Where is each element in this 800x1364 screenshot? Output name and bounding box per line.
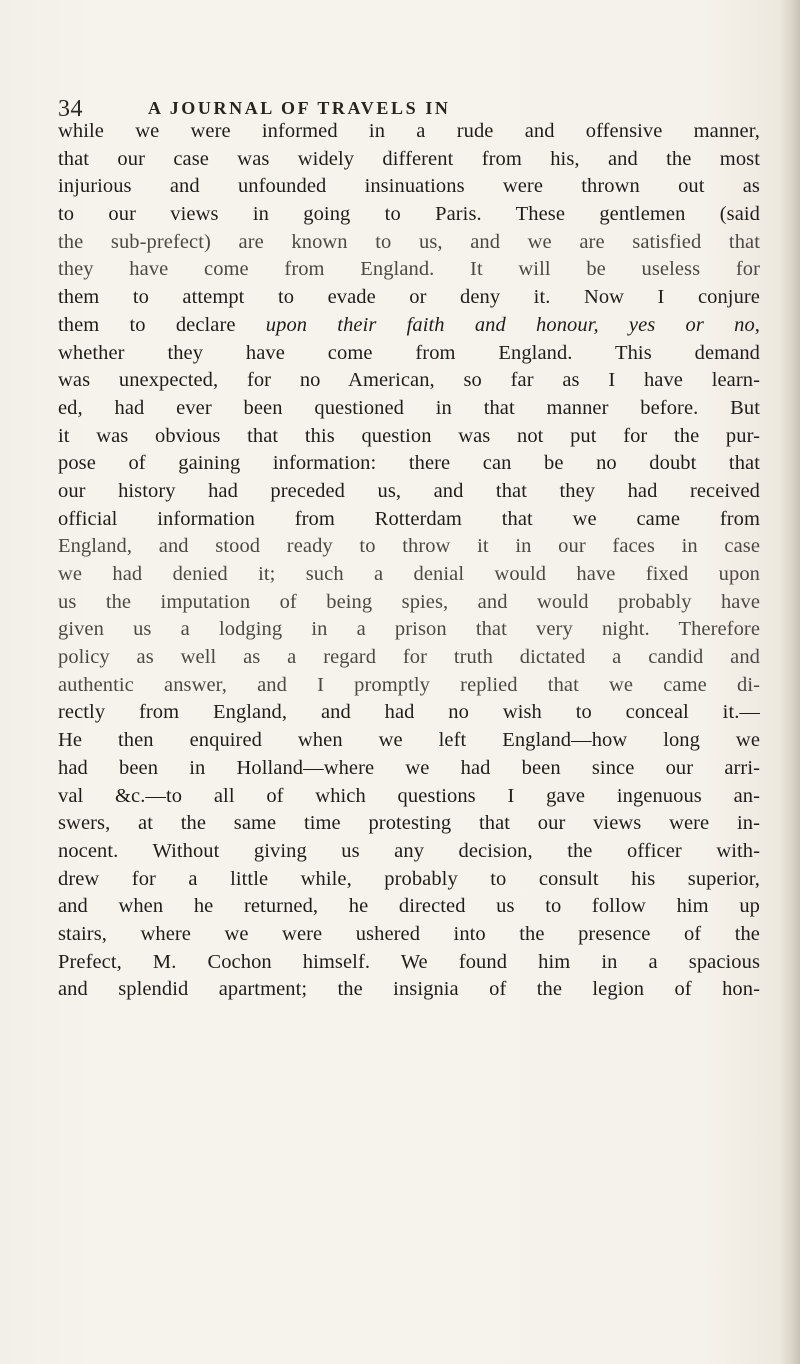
running-head: A JOURNAL OF TRAVELS IN — [148, 98, 451, 118]
text-line: it was obvious that this question was not put for the pur- — [58, 424, 760, 447]
text-line: swers, at the same time protesting that our views were in- — [58, 812, 760, 835]
text-line: authentic answer, and I promptly replied that we came di- — [58, 673, 760, 696]
text-line: He then enquired when we left England—how long we — [58, 729, 760, 752]
text-line: pose of gaining information: there can be no doubt that — [58, 452, 760, 475]
text-line: given us a lodging in a prison that very night. Therefore — [58, 618, 760, 641]
text-line: drew for a little while, probably to consult his superior, — [58, 867, 760, 890]
line-end: , — [754, 313, 760, 336]
text-line: val &c.—to all of which questions I gave ingenuous an- — [58, 784, 760, 807]
text-line: was unexpected, for no American, so far as I have learn- — [58, 369, 760, 392]
text-line: our history had preceded us, and that they had received — [58, 479, 760, 502]
text-line: nocent. Without giving us any decision, the officer with- — [58, 839, 760, 862]
text-line: and when he returned, he directed us to follow him up — [58, 895, 760, 918]
text-line: the sub-prefect) are known to us, and we are satisfied that — [58, 230, 760, 253]
text-line: they have come from England. It will be useless for — [58, 258, 760, 281]
text-line: had been in Holland—where we had been since our arri- — [58, 756, 760, 779]
text-line-with-italic — [58, 312, 760, 340]
text-line: policy as well as a regard for truth dictated a candid and — [58, 646, 760, 669]
text-line: while we were informed in a rude and offensive manner, — [58, 120, 760, 142]
text-line: to our views in going to Paris. These gentlemen (said — [58, 203, 760, 226]
italic-phrase: upon their faith and honour, yes or no — [265, 313, 755, 336]
body-text — [58, 118, 760, 1004]
text-line: stairs, where we were ushered into the presence of the — [58, 922, 760, 945]
text-line: England, and stood ready to throw it in our faces in case — [58, 535, 760, 558]
text-line: us the imputation of being spies, and would probably have — [58, 590, 760, 613]
text-line: rectly from England, and had no wish to conceal it.— — [58, 701, 760, 724]
page-edge-shadow — [778, 0, 800, 1364]
text-line: injurious and unfounded insinuations were thrown out as — [58, 175, 760, 198]
text-line: official information from Rotterdam that we came from — [58, 507, 760, 530]
text-line: Prefect, M. Cochon himself. We found him in a spacious — [58, 950, 760, 973]
text-line: and splendid apartment; the insignia of the legion of hon- — [58, 978, 760, 1001]
line-start: them to declare — [58, 313, 266, 336]
text-line: that our case was widely different from his, and the most — [58, 147, 760, 170]
page-number: 34 — [58, 96, 83, 122]
text-line: ed, had ever been questioned in that manner before. But — [58, 396, 760, 419]
text-line: we had denied it; such a denial would have fixed upon — [58, 563, 760, 585]
text-line: them to attempt to evade or deny it. Now I conjure — [58, 286, 760, 309]
text-line: whether they have come from England. This demand — [58, 341, 760, 364]
